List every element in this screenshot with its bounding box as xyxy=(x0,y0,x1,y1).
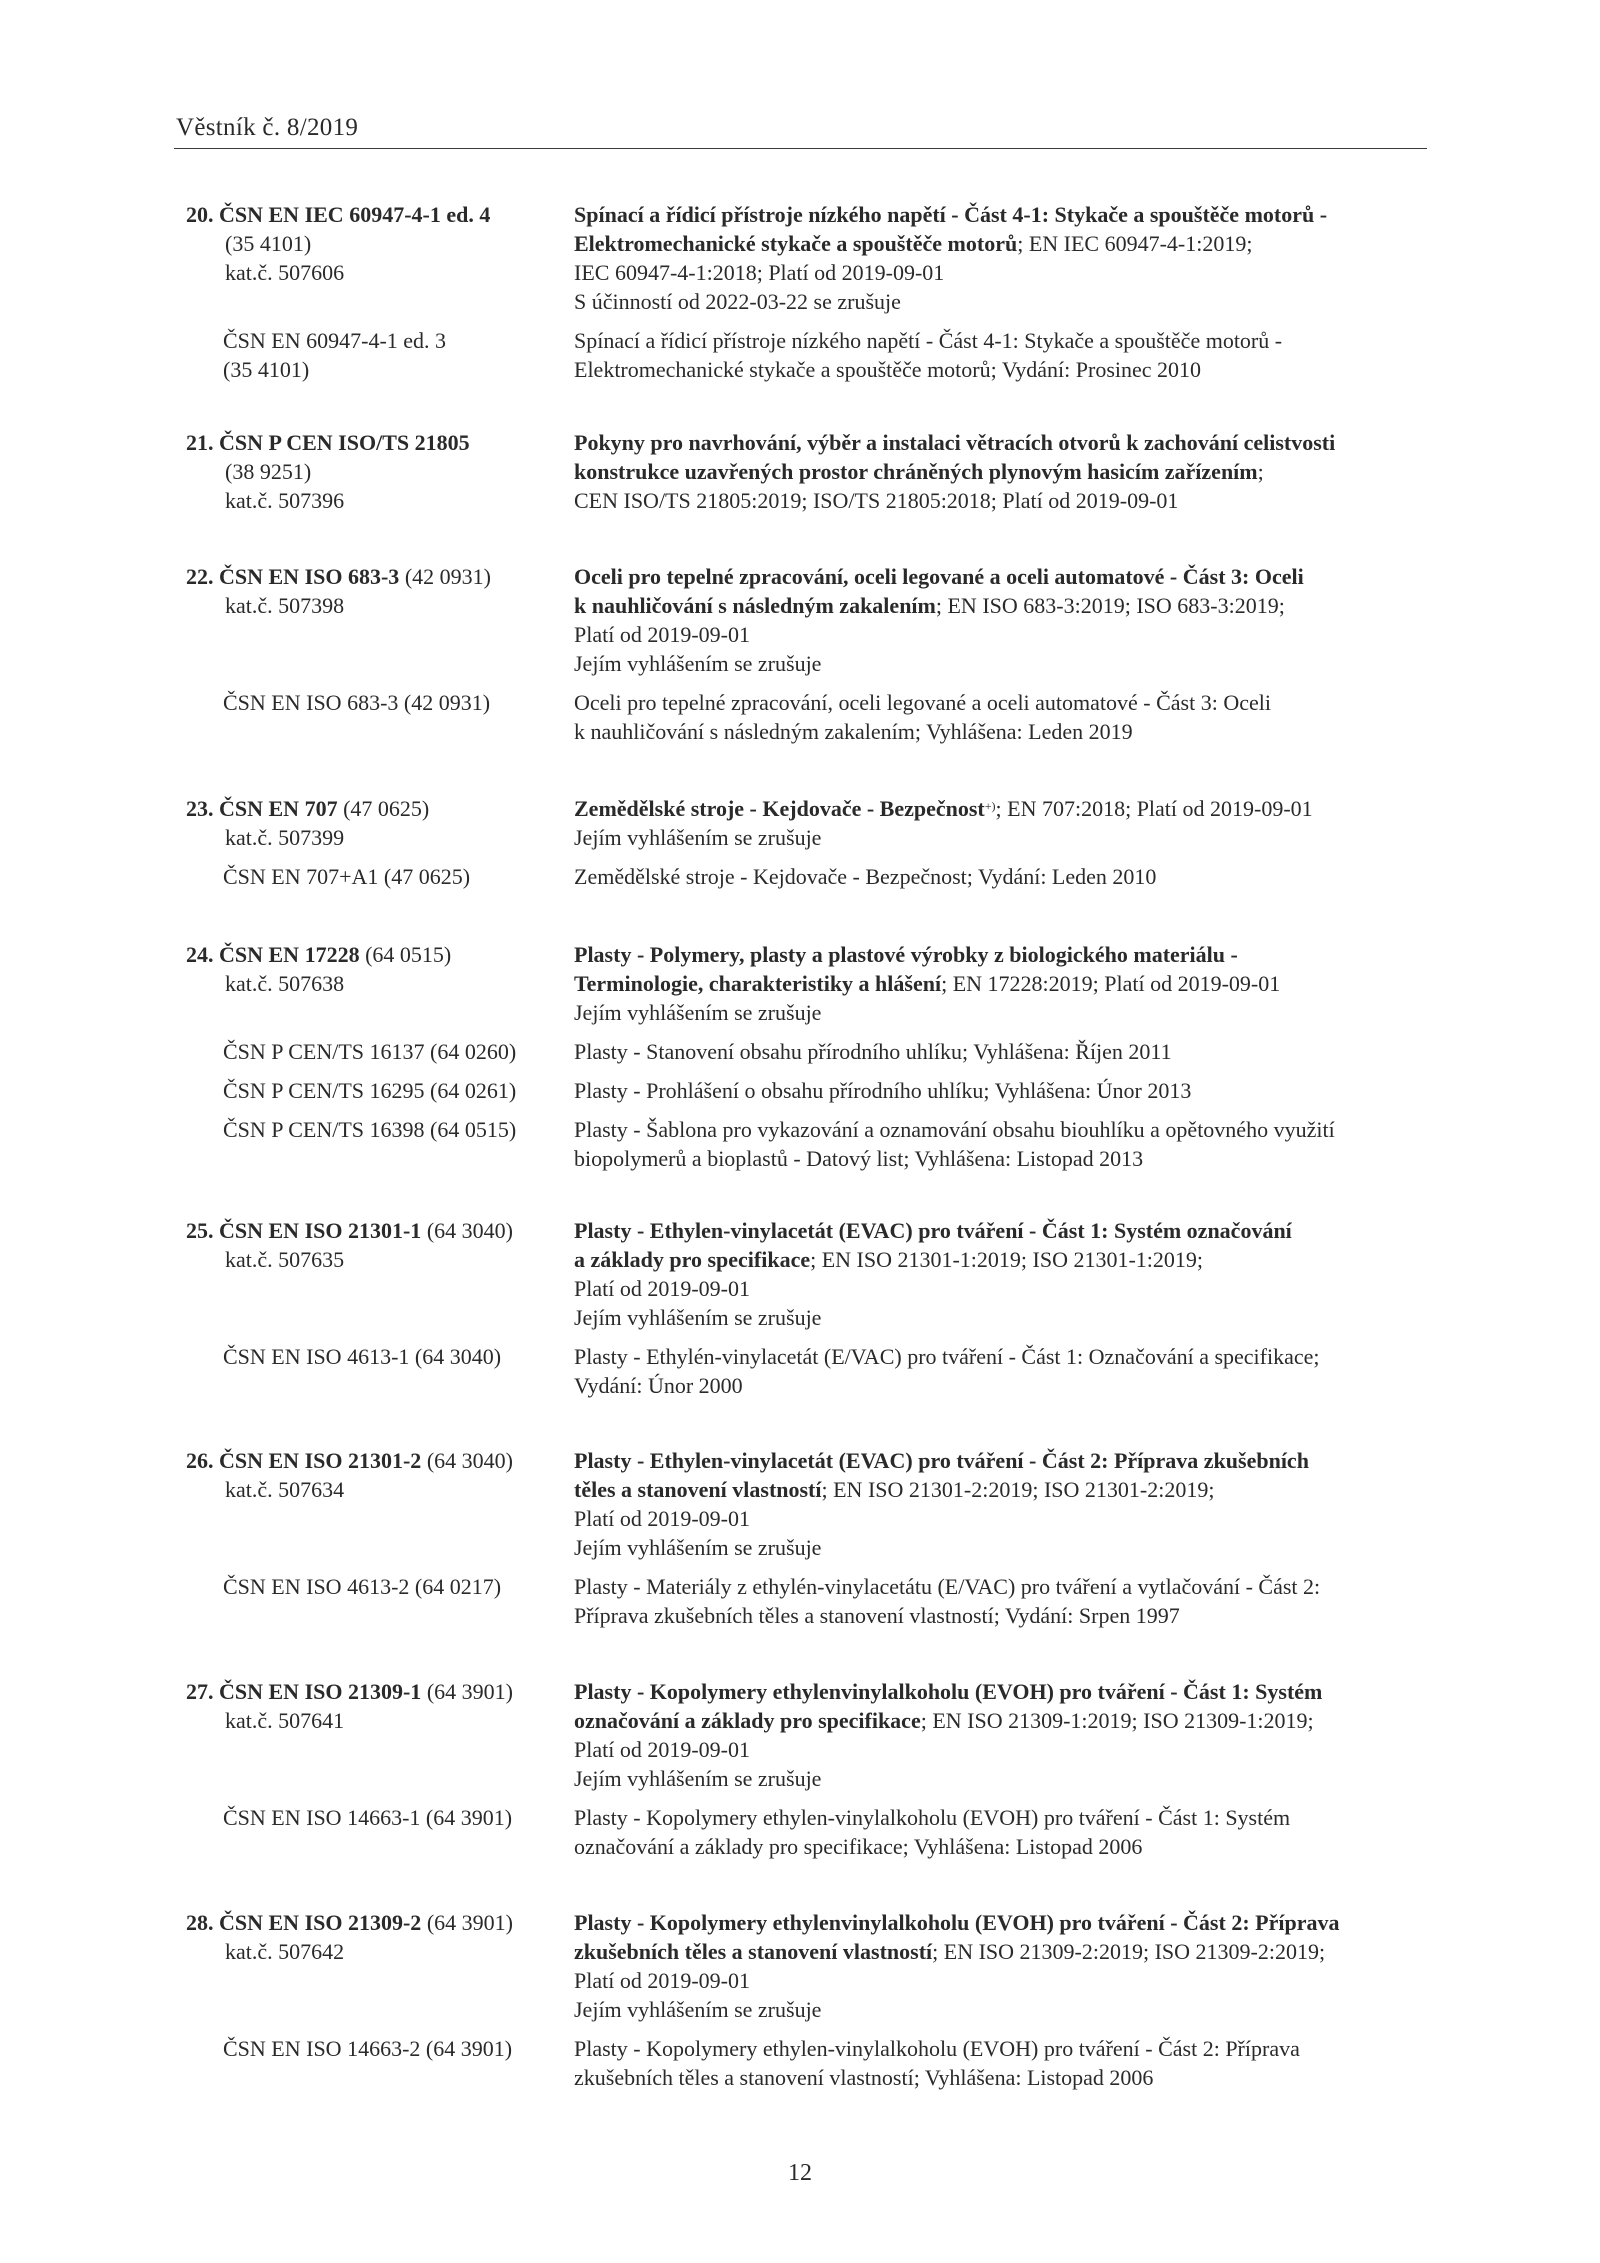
entry-reference-line: Jejím vyhlášením se zrušuje xyxy=(574,1305,822,1330)
replaced-code: ČSN EN ISO 14663-2 (64 3901) xyxy=(223,2036,513,2061)
entry-reference-line: Platí od 2019-09-01 xyxy=(574,1737,750,1762)
entry-reference: ; EN ISO 21301-1:2019; ISO 21301-1:2019; xyxy=(810,1247,1204,1272)
entry-description xyxy=(574,1677,1434,1793)
entry-code: ČSN EN 17228 xyxy=(219,942,360,967)
entry-reference: ; EN ISO 21309-1:2019; ISO 21309-1:2019; xyxy=(920,1708,1314,1733)
replaced-standard-description xyxy=(574,862,1434,891)
entry-code-line xyxy=(186,428,566,457)
entry-identifier xyxy=(186,428,566,515)
entry-class: (38 9251) xyxy=(225,459,312,484)
entry-identifier xyxy=(186,1446,566,1504)
replaced-line: označování a základy pro specifikace; Vyhlášena: Listopad 2006 xyxy=(574,1834,1143,1859)
entry-description xyxy=(574,1216,1434,1332)
entry-identifier xyxy=(186,200,566,287)
entry-reference: ; EN ISO 683-3:2019; ISO 683-3:2019; xyxy=(935,593,1285,618)
replaced-line: Elektromechanické stykače a spouštěče motorů; Vydání: Prosinec 2010 xyxy=(574,357,1202,382)
entry-title-line xyxy=(574,1677,1434,1706)
entry-number: 22. xyxy=(186,564,219,589)
entry-title-line xyxy=(574,1937,1434,1966)
replaced-code: ČSN EN ISO 683-3 (42 0931) xyxy=(223,690,491,715)
entry-class: (64 3040) xyxy=(421,1218,513,1243)
entry-reference-line: Platí od 2019-09-01 xyxy=(574,1506,750,1531)
entry-catalog-number: kat.č. 507396 xyxy=(225,488,345,513)
entry-title: Plasty - Polymery, plasty a plastové výrobky z biologického materiálu - xyxy=(574,942,1238,967)
entry-class: (64 3901) xyxy=(421,1679,513,1704)
entry-title: Spínací a řídicí přístroje nízkého napětí - Část 4-1: Stykače a spouštěče motorů - xyxy=(574,202,1328,227)
entry-reference: ; EN 707:2018; Platí od 2019-09-01 xyxy=(995,796,1313,821)
replaced-line: Vydání: Únor 2000 xyxy=(574,1373,743,1398)
entry-title-line xyxy=(574,457,1434,486)
entry-number: 25. xyxy=(186,1218,219,1243)
entry-code-line xyxy=(186,562,566,591)
entry-reference-line: Jejím vyhlášením se zrušuje xyxy=(574,1000,822,1025)
entry-identifier xyxy=(186,1908,566,1966)
entry-title-line xyxy=(574,200,1434,229)
header-title: Věstník č. 8/2019 xyxy=(176,114,359,141)
entry-reference-line: Jejím vyhlášením se zrušuje xyxy=(574,1766,822,1791)
replaced-standard-code xyxy=(223,862,563,891)
replaced-code: ČSN P CEN/TS 16295 (64 0261) xyxy=(223,1078,517,1103)
entry-title-line xyxy=(574,1245,1434,1274)
entry-title-line xyxy=(574,1475,1434,1504)
entry-identifier xyxy=(186,794,566,852)
entry-reference-line: Jejím vyhlášením se zrušuje xyxy=(574,651,822,676)
replaced-line: Zemědělské stroje - Kejdovače - Bezpečnost; Vydání: Leden 2010 xyxy=(574,864,1157,889)
entry-identifier xyxy=(186,562,566,620)
entry-number: 23. xyxy=(186,796,219,821)
replaced-line: Oceli pro tepelné zpracování, oceli legované a oceli automatové - Část 3: Oceli xyxy=(574,690,1271,715)
entry-reference-line: Jejím vyhlášením se zrušuje xyxy=(574,1535,822,1560)
entry-identifier xyxy=(186,1677,566,1735)
replaced-line: biopolymerů a bioplastů - Datový list; Vyhlášena: Listopad 2013 xyxy=(574,1146,1144,1171)
entry-class: (42 0931) xyxy=(399,564,491,589)
footnote-mark: +) xyxy=(984,799,996,813)
replaced-standard-description xyxy=(574,1803,1434,1861)
entry-title: zkušebních těles a stanovení vlastností xyxy=(574,1939,933,1964)
entry-catalog-number: kat.č. 507642 xyxy=(225,1939,345,1964)
entry-title: Pokyny pro navrhování, výběr a instalaci větracích otvorů k zachování celistvosti xyxy=(574,430,1336,455)
replaced-code: ČSN EN ISO 4613-2 (64 0217) xyxy=(223,1574,502,1599)
replaced-standard-description xyxy=(574,326,1434,384)
entry-title: Terminologie, charakteristiky a hlášení xyxy=(574,971,942,996)
entry-code-line xyxy=(186,1908,566,1937)
replaced-standard-code xyxy=(223,326,563,384)
replaced-line: k nauhličování s následným zakalením; Vyhlášena: Leden 2019 xyxy=(574,719,1133,744)
entry-catalog-number: kat.č. 507634 xyxy=(225,1477,345,1502)
entry-code: ČSN EN ISO 21309-2 xyxy=(219,1910,422,1935)
entry-description xyxy=(574,1908,1434,2024)
entry-reference-line: Platí od 2019-09-01 xyxy=(574,622,750,647)
replaced-standard-code xyxy=(223,1803,563,1832)
entry-title-line xyxy=(574,428,1434,457)
entry-title-line xyxy=(574,591,1434,620)
entry-reference: ; EN 17228:2019; Platí od 2019-09-01 xyxy=(941,971,1281,996)
entry-code-line xyxy=(186,1677,566,1706)
entry-reference: ; EN IEC 60947-4-1:2019; xyxy=(1017,231,1253,256)
entry-code-line xyxy=(186,200,566,229)
entry-class: (35 4101) xyxy=(225,231,312,256)
replaced-standard-description xyxy=(574,688,1434,746)
entry-reference-line: Platí od 2019-09-01 xyxy=(574,1276,750,1301)
entry-code-line xyxy=(186,794,566,823)
entry-identifier xyxy=(186,1216,566,1274)
entry-description xyxy=(574,200,1434,316)
entry-title: těles a stanovení vlastností xyxy=(574,1477,822,1502)
replaced-standard-description xyxy=(574,1342,1434,1400)
entry-class: (47 0625) xyxy=(337,796,430,821)
entry-number: 26. xyxy=(186,1448,219,1473)
entry-code-line xyxy=(186,1446,566,1475)
replaced-standard-description xyxy=(574,2034,1434,2092)
entry-description xyxy=(574,562,1434,678)
entry-title-line xyxy=(574,969,1434,998)
entry-number: 20. xyxy=(186,202,219,227)
entry-catalog-number: kat.č. 507606 xyxy=(225,260,345,285)
replaced-code: ČSN EN 60947-4-1 ed. 3 xyxy=(223,328,447,353)
entry-title: Oceli pro tepelné zpracování, oceli legované a oceli automatové - Část 3: Oceli xyxy=(574,564,1304,589)
entry-title: k nauhličování s následným zakalením xyxy=(574,593,936,618)
entry-code: ČSN EN ISO 21301-1 xyxy=(219,1218,422,1243)
entry-reference-line: Jejím vyhlášením se zrušuje xyxy=(574,1997,822,2022)
entry-reference-line: Jejím vyhlášením se zrušuje xyxy=(574,825,822,850)
replaced-code: ČSN EN 707+A1 (47 0625) xyxy=(223,864,471,889)
entry-description xyxy=(574,940,1434,1027)
entry-title: a základy pro specifikace xyxy=(574,1247,811,1272)
entry-number: 24. xyxy=(186,942,219,967)
entry-reference: ; EN ISO 21301-2:2019; ISO 21301-2:2019; xyxy=(821,1477,1215,1502)
entry-description xyxy=(574,428,1434,515)
replaced-code: ČSN EN ISO 14663-1 (64 3901) xyxy=(223,1805,513,1830)
entry-code-line xyxy=(186,1216,566,1245)
entry-catalog-number: kat.č. 507638 xyxy=(225,971,345,996)
page-header xyxy=(174,112,1427,149)
entry-description xyxy=(574,794,1434,852)
entry-title: označování a základy pro specifikace xyxy=(574,1708,921,1733)
entry-description xyxy=(574,1446,1434,1562)
entry-catalog-number: kat.č. 507641 xyxy=(225,1708,345,1733)
replaced-line: Plasty - Kopolymery ethylen-vinylalkoholu (EVOH) pro tváření - Část 1: Systém xyxy=(574,1805,1291,1830)
entry-title: Zemědělské stroje - Kejdovače - Bezpečnost xyxy=(574,796,985,821)
entry-class: (64 0515) xyxy=(359,942,452,967)
entry-title: Elektromechanické stykače a spouštěče motorů xyxy=(574,231,1018,256)
entry-reference-line: IEC 60947-4-1:2018; Platí od 2019-09-01 xyxy=(574,260,945,285)
replaced-standard-description xyxy=(574,1572,1434,1630)
entry-title-line xyxy=(574,1706,1434,1735)
replaced-standard-code xyxy=(223,1342,563,1371)
replaced-standard-code xyxy=(223,1115,563,1144)
entry-reference: ; EN ISO 21309-2:2019; ISO 21309-2:2019; xyxy=(932,1939,1326,1964)
entry-title: Plasty - Kopolymery ethylenvinylalkoholu (EVOH) pro tváření - Část 1: Systém xyxy=(574,1679,1323,1704)
entry-code: ČSN EN ISO 21309-1 xyxy=(219,1679,422,1704)
entry-title: Plasty - Ethylen-vinylacetát (EVAC) pro tváření - Část 2: Příprava zkušebních xyxy=(574,1448,1309,1473)
replaced-standard-code xyxy=(223,2034,563,2063)
entry-reference-line: Platí od 2019-09-01 xyxy=(574,1968,750,1993)
entry-catalog-number: kat.č. 507399 xyxy=(225,825,345,850)
entry-title-line xyxy=(574,940,1434,969)
entry-title: konstrukce uzavřených prostor chráněných plynovým hasicím zařízením xyxy=(574,459,1258,484)
replaced-class: (35 4101) xyxy=(223,357,310,382)
replaced-line: Plasty - Ethylén-vinylacetát (E/VAC) pro tváření - Část 1: Označování a specifikace; xyxy=(574,1344,1320,1369)
replaced-standard-description xyxy=(574,1037,1434,1066)
entry-reference-line: S účinností od 2022-03-22 se zrušuje xyxy=(574,289,901,314)
replaced-code: ČSN P CEN/TS 16137 (64 0260) xyxy=(223,1039,517,1064)
replaced-line: Příprava zkušebních těles a stanovení vlastností; Vydání: Srpen 1997 xyxy=(574,1603,1180,1628)
replaced-line: zkušebních těles a stanovení vlastností; Vyhlášena: Listopad 2006 xyxy=(574,2065,1154,2090)
replaced-standard-code xyxy=(223,688,563,717)
entry-title-line xyxy=(574,562,1434,591)
replaced-code: ČSN EN ISO 4613-1 (64 3040) xyxy=(223,1344,502,1369)
replaced-standard-code xyxy=(223,1076,563,1105)
entry-class: (64 3901) xyxy=(421,1910,513,1935)
entry-title-line xyxy=(574,1216,1434,1245)
entry-title-line xyxy=(574,1446,1434,1475)
entry-identifier xyxy=(186,940,566,998)
page-number: 12 xyxy=(788,2160,812,2186)
entry-title-line xyxy=(574,794,1434,823)
entry-reference: ; xyxy=(1257,459,1264,484)
entry-code: ČSN P CEN ISO/TS 21805 xyxy=(219,430,470,455)
replaced-code: ČSN P CEN/TS 16398 (64 0515) xyxy=(223,1117,517,1142)
entry-class: (64 3040) xyxy=(421,1448,513,1473)
entry-code-line xyxy=(186,940,566,969)
replaced-line: Plasty - Šablona pro vykazování a oznamování obsahu biouhlíku a opětovného využití xyxy=(574,1117,1335,1142)
entry-code: ČSN EN 707 xyxy=(219,796,338,821)
replaced-line: Plasty - Stanovení obsahu přírodního uhlíku; Vyhlášena: Říjen 2011 xyxy=(574,1039,1172,1064)
entry-number: 21. xyxy=(186,430,219,455)
replaced-line: Spínací a řídicí přístroje nízkého napětí - Část 4-1: Stykače a spouštěče motorů - xyxy=(574,328,1283,353)
entry-title: Plasty - Ethylen-vinylacetát (EVAC) pro tváření - Část 1: Systém označování xyxy=(574,1218,1292,1243)
entry-code: ČSN EN ISO 683-3 xyxy=(219,564,400,589)
entry-catalog-number: kat.č. 507635 xyxy=(225,1247,345,1272)
replaced-standard-description xyxy=(574,1115,1434,1173)
entry-number: 27. xyxy=(186,1679,219,1704)
replaced-standard-code xyxy=(223,1037,563,1066)
entry-reference-line: CEN ISO/TS 21805:2019; ISO/TS 21805:2018; Platí od 2019-09-01 xyxy=(574,488,1179,513)
entry-title: Plasty - Kopolymery ethylenvinylalkoholu (EVOH) pro tváření - Část 2: Příprava xyxy=(574,1910,1340,1935)
entry-title-line xyxy=(574,1908,1434,1937)
entry-code: ČSN EN ISO 21301-2 xyxy=(219,1448,422,1473)
replaced-standard-code xyxy=(223,1572,563,1601)
entry-code: ČSN EN IEC 60947-4-1 ed. 4 xyxy=(219,202,491,227)
entry-catalog-number: kat.č. 507398 xyxy=(225,593,345,618)
replaced-standard-description xyxy=(574,1076,1434,1105)
entry-title-line xyxy=(574,229,1434,258)
replaced-line: Plasty - Kopolymery ethylen-vinylalkoholu (EVOH) pro tváření - Část 2: Příprava xyxy=(574,2036,1300,2061)
replaced-line: Plasty - Prohlášení o obsahu přírodního uhlíku; Vyhlášena: Únor 2013 xyxy=(574,1078,1192,1103)
replaced-line: Plasty - Materiály z ethylén-vinylacetátu (E/VAC) pro tváření a vytlačování - Část 2: xyxy=(574,1574,1321,1599)
entry-number: 28. xyxy=(186,1910,219,1935)
